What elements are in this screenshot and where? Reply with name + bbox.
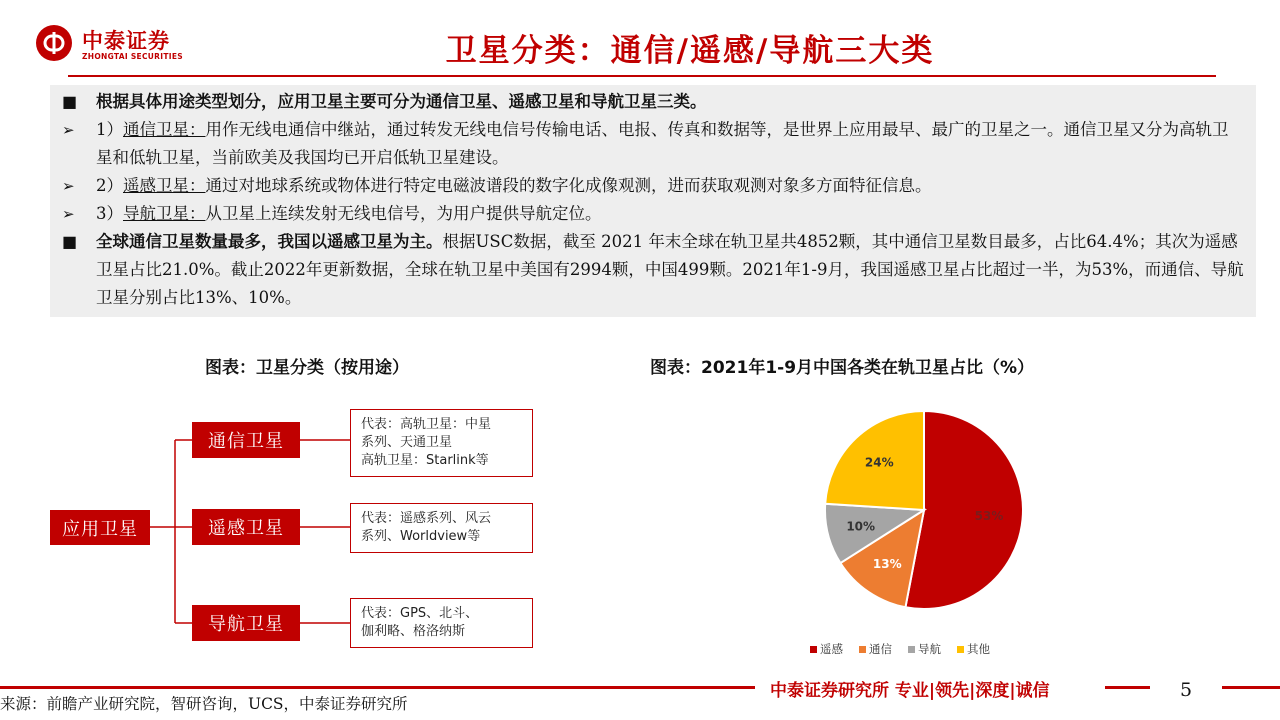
square-bullet-icon: ■ (62, 92, 78, 111)
legend-label: 通信 (869, 642, 892, 656)
desc-line: 高轨卫星：Starlink等 (361, 453, 489, 468)
rs-prefix: 2） (96, 176, 123, 195)
logo-name: 中泰证券 (82, 29, 170, 53)
legend-swatch (859, 646, 866, 653)
summary-bullet-comm (60, 116, 1244, 172)
nav-text: 从卫星上连续发射无线电信号，为用户提供导航定位。 (205, 204, 602, 223)
desc-nav-satellite (350, 598, 533, 648)
legend-item-other (957, 641, 990, 657)
left-figure-title: 图表：卫星分类（按用途） (205, 358, 409, 378)
arrow-bullet-icon: ➢ (62, 205, 75, 223)
chart-title: 图表：2021年1-9月中国各类在轨卫星占比（%） (650, 358, 1035, 378)
classification-diagram (40, 395, 560, 665)
square-bullet-icon: ■ (62, 232, 78, 251)
footer-source: 来源：前瞻产业研究院，智研咨询，UCS，中泰证券研究所 (0, 695, 408, 713)
title-divider (68, 75, 1216, 77)
company-logo (36, 25, 196, 65)
logo-mark-icon (36, 25, 72, 61)
pie-svg (800, 400, 1060, 620)
summary-line-5-bold: 全球通信卫星数量最多，我国以遥感卫星为主。 (96, 232, 443, 251)
footer-rule-right (1222, 686, 1280, 689)
footer-brand: 中泰证券研究所 专业|领先|深度|诚信 (770, 681, 1050, 701)
legend-label: 导航 (918, 642, 941, 656)
summary-bullet-5 (60, 228, 1244, 312)
node-comm-satellite: 通信卫星 (192, 422, 300, 458)
nav-term: 导航卫星： (123, 204, 206, 223)
summary-line-1: 根据具体用途类型划分，应用卫星主要可分为通信卫星、遥感卫星和导航卫星三类。 (96, 92, 707, 111)
desc-rs-satellite (350, 503, 533, 553)
arrow-bullet-icon: ➢ (62, 121, 75, 139)
legend-item-rs (810, 641, 843, 657)
legend-swatch (908, 646, 915, 653)
summary-bullet-1 (60, 88, 1244, 116)
node-rs-satellite: 遥感卫星 (192, 509, 300, 545)
desc-line: 系列、Worldview等 (361, 529, 481, 544)
desc-line: 代表：遥感系列、风云 (361, 511, 492, 526)
desc-comm-satellite (350, 409, 533, 477)
desc-line: 系列、天通卫星 (361, 435, 453, 450)
root-node-app-satellite: 应用卫星 (50, 510, 150, 545)
node-nav-satellite: 导航卫星 (192, 605, 300, 641)
summary-box (50, 85, 1256, 317)
summary-bullet-nav (60, 200, 1244, 228)
pie-label-其他: 24% (864, 455, 894, 470)
comm-text: 用作无线电通信中继站，通过转发无线电信号传输电话、电报、传真和数据等，是世界上应用最早、最广的卫星之一。通信卫星又分为高轨卫星和低轨卫星，当前欧美及我国均已开启低轨卫星建设。 (96, 120, 1229, 167)
page-title: 卫星分类：通信/遥感/导航三大类 (445, 33, 935, 69)
pie-label-导航: 10% (846, 519, 876, 534)
legend-swatch (810, 646, 817, 653)
summary-bullet-rs (60, 172, 1244, 200)
legend-label: 其他 (967, 642, 990, 656)
comm-prefix: 1） (96, 120, 123, 139)
rs-text: 通过对地球系统或物体进行特定电磁波谱段的数字化成像观测，进而获取观测对象多方面特征信息。 (205, 176, 932, 195)
legend-item-nav (908, 641, 941, 657)
desc-line: 代表：高轨卫星：中星 (361, 417, 492, 432)
page-number: 5 (1180, 679, 1193, 701)
pie-label-遥感: 53% (974, 509, 1004, 524)
footer-rule-mid (1105, 686, 1150, 689)
footer-rule-left (0, 686, 755, 689)
logo-subtitle: ZHONGTAI SECURITIES (82, 52, 183, 61)
legend-item-comm (859, 641, 892, 657)
nav-prefix: 3） (96, 204, 123, 223)
summary-line-5-text: 根据USC数据，截至 2021 年末全球在轨卫星共4852颗，其中通信卫星数目最多，占比64.4%；其次为遥感卫星占比21.0%。截止2022年更新数据，全球在轨卫星中美国有2994颗，中国499颗。2021年1-9月，我国遥感卫星占比超过一半，为53%，而通信、导航卫星分别占比13%、10%。 (96, 232, 1244, 307)
comm-term: 通信卫星： (123, 120, 206, 139)
desc-line: 伽利略、格洛纳斯 (361, 624, 466, 639)
desc-line: 代表：GPS、北斗、 (361, 606, 479, 621)
pie-chart (800, 400, 1060, 620)
rs-term: 遥感卫星： (123, 176, 206, 195)
pie-label-通信: 13% (872, 557, 902, 572)
legend-swatch (957, 646, 964, 653)
legend-label: 遥感 (820, 642, 843, 656)
chart-legend (810, 641, 990, 657)
arrow-bullet-icon: ➢ (62, 177, 75, 195)
